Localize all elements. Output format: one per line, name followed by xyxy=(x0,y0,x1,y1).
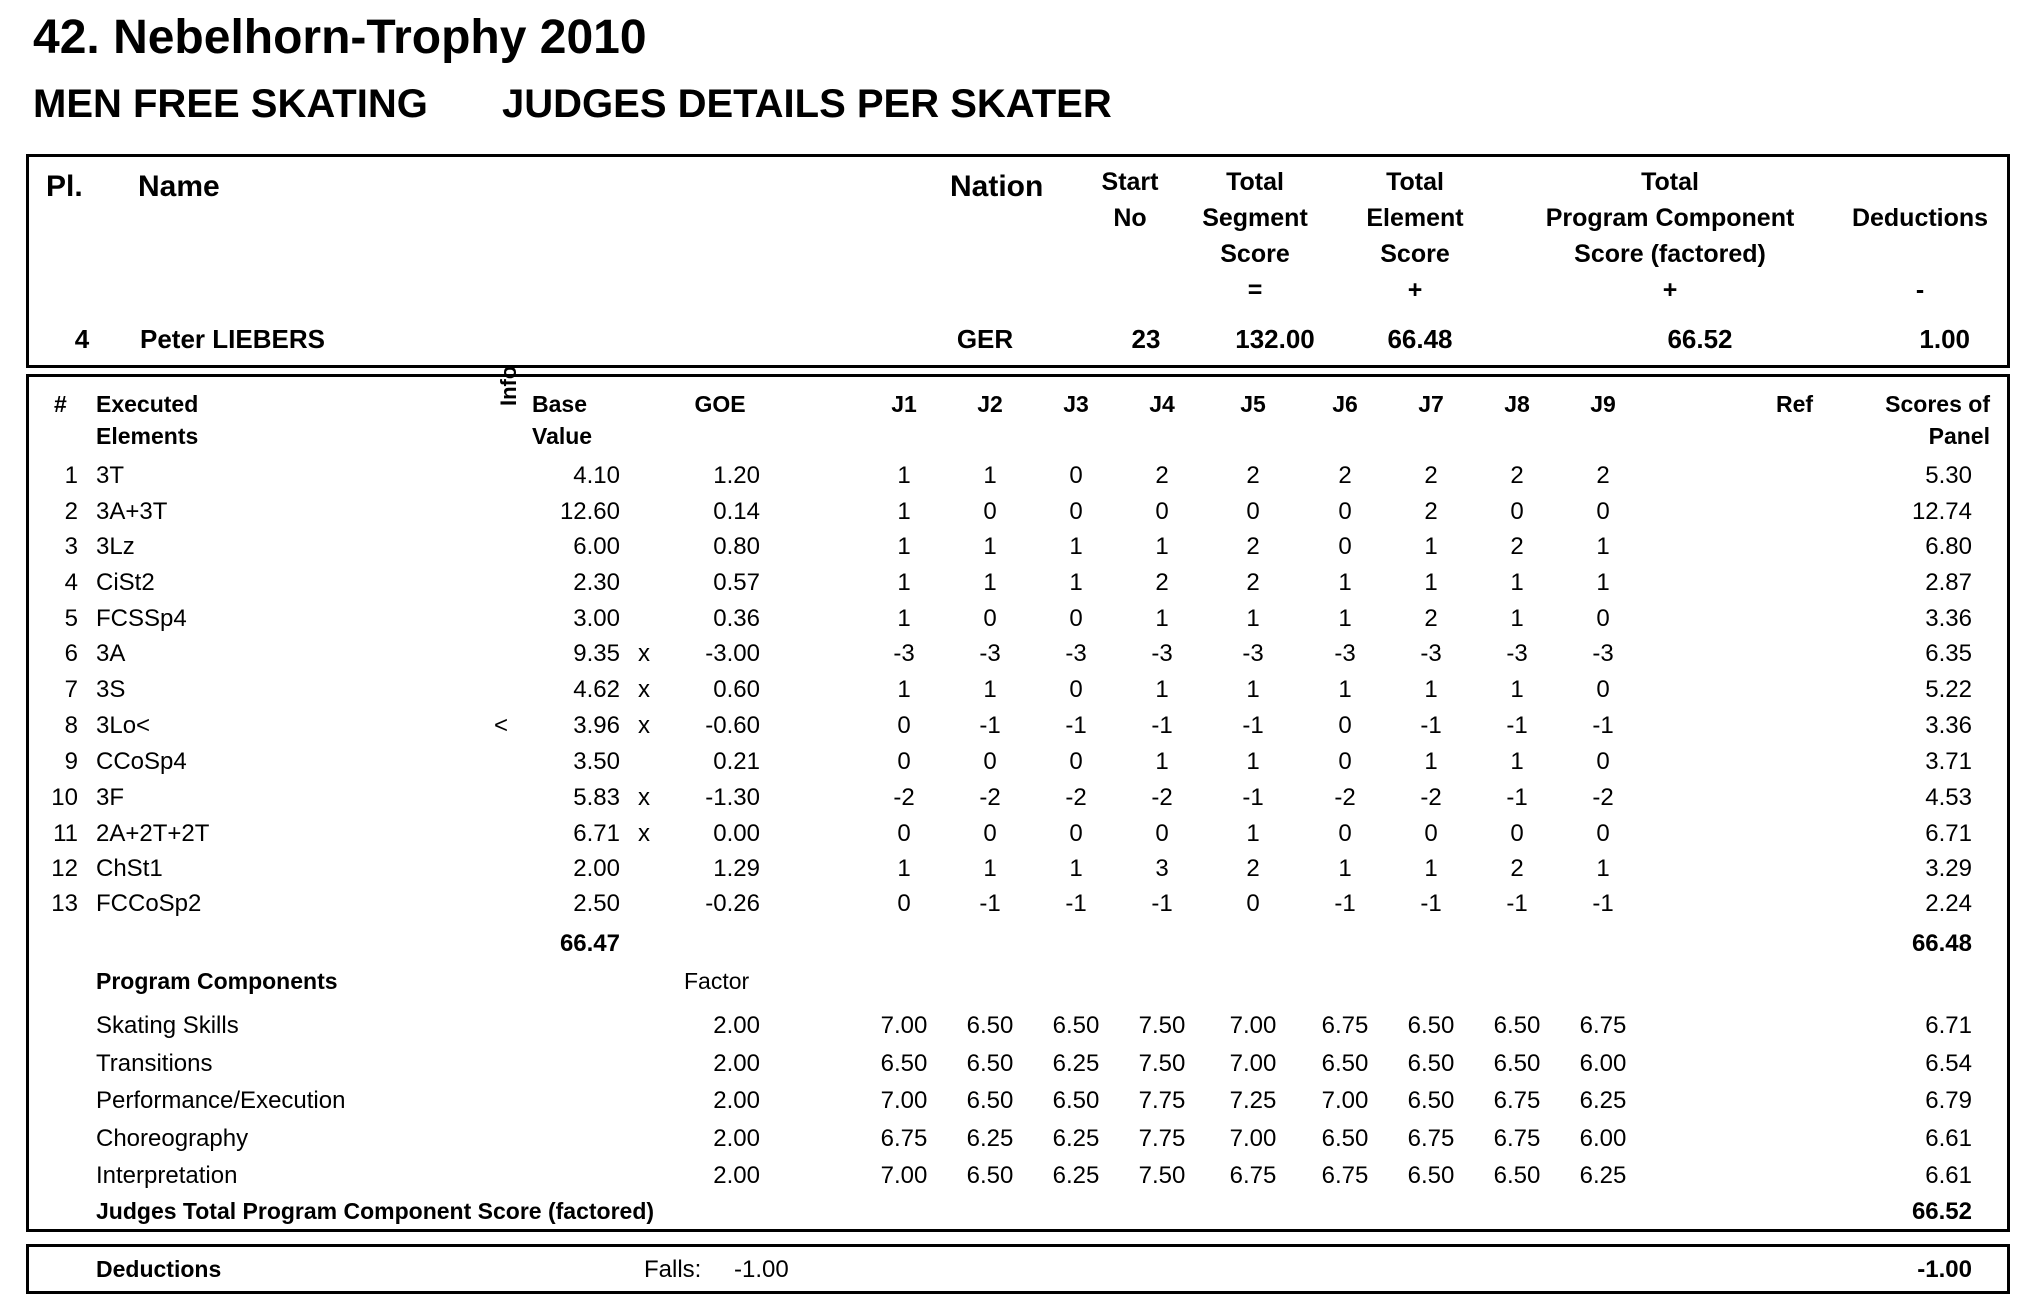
header-judge-9: J9 xyxy=(1590,391,1616,417)
judge-6-goe: -1 xyxy=(1334,890,1356,917)
judge-8-mark: 6.50 xyxy=(1493,1050,1541,1077)
judge-3-mark: 6.25 xyxy=(1052,1125,1100,1152)
judge-1-goe: -3 xyxy=(893,640,915,667)
judge-3-goe: -1 xyxy=(1065,890,1087,917)
element-goe: 0.21 xyxy=(713,748,760,775)
header-name: Name xyxy=(138,170,220,203)
element-panel-score: 3.29 xyxy=(1925,855,1972,882)
judge-7-goe: 1 xyxy=(1424,748,1438,775)
judge-9-goe: 0 xyxy=(1596,820,1610,847)
skater-place: 4 xyxy=(74,324,90,354)
deductions-box xyxy=(26,1244,2010,1294)
judge-8-goe: -3 xyxy=(1506,640,1528,667)
judge-9-goe: 0 xyxy=(1596,748,1610,775)
judge-7-goe: -1 xyxy=(1420,890,1442,917)
judge-7-mark: 6.50 xyxy=(1407,1050,1455,1077)
judge-2-goe: 0 xyxy=(983,748,997,775)
element-name: 3S xyxy=(96,676,126,703)
judge-4-mark: 7.75 xyxy=(1138,1125,1186,1152)
judge-1-mark: 6.75 xyxy=(880,1125,928,1152)
judge-4-goe: 1 xyxy=(1155,605,1169,632)
element-late-bonus: x xyxy=(638,820,650,847)
header-total-element-score: Total Element Score + xyxy=(1366,168,1464,304)
element-name: 2A+2T+2T xyxy=(96,820,210,847)
judge-8-goe: 1 xyxy=(1510,676,1524,703)
judge-7-goe: 1 xyxy=(1424,569,1438,596)
judge-8-goe: 1 xyxy=(1510,569,1524,596)
judge-4-mark: 7.50 xyxy=(1138,1162,1186,1189)
judges-total-pcs-label: Judges Total Program Component Score (factored) xyxy=(96,1198,655,1224)
element-goe: 1.29 xyxy=(713,855,760,882)
element-number: 10 xyxy=(51,784,78,811)
judge-1-mark: 6.50 xyxy=(880,1050,928,1077)
judge-5-goe: 2 xyxy=(1246,569,1260,596)
judge-9-mark: 6.00 xyxy=(1579,1050,1627,1077)
judge-3-goe: -1 xyxy=(1065,712,1087,739)
element-name: 3T xyxy=(96,462,125,489)
judge-6-goe: -2 xyxy=(1334,784,1356,811)
component-panel-score: 6.54 xyxy=(1925,1050,1972,1077)
judge-5-goe: 2 xyxy=(1246,533,1260,560)
header-judge-3: J3 xyxy=(1063,391,1089,417)
judge-4-goe: -3 xyxy=(1151,640,1173,667)
judge-2-goe: 1 xyxy=(983,676,997,703)
header-goe: GOE xyxy=(694,391,746,417)
judge-1-goe: 1 xyxy=(897,462,911,489)
judge-1-goe: 0 xyxy=(897,820,911,847)
judge-3-goe: 0 xyxy=(1069,498,1083,525)
component-factor: 2.00 xyxy=(713,1012,760,1039)
element-base-value: 5.83 xyxy=(573,784,620,811)
judge-6-goe: 1 xyxy=(1338,855,1352,882)
element-goe: 0.36 xyxy=(713,605,760,632)
judge-8-mark: 6.75 xyxy=(1493,1125,1541,1152)
judge-4-goe: -1 xyxy=(1151,712,1173,739)
judge-2-mark: 6.50 xyxy=(966,1012,1014,1039)
judge-2-goe: 0 xyxy=(983,605,997,632)
judge-4-goe: 0 xyxy=(1155,820,1169,847)
judge-3-goe: 0 xyxy=(1069,820,1083,847)
component-name: Skating Skills xyxy=(96,1012,239,1039)
judge-4-goe: 0 xyxy=(1155,498,1169,525)
element-name: 3A+3T xyxy=(96,498,168,525)
judge-4-mark: 7.75 xyxy=(1138,1087,1186,1114)
judge-1-goe: 0 xyxy=(897,748,911,775)
judge-5-mark: 7.00 xyxy=(1229,1050,1277,1077)
element-base-value: 3.50 xyxy=(573,748,620,775)
deductions-label: Deductions xyxy=(96,1256,222,1282)
judge-6-mark: 6.75 xyxy=(1321,1162,1369,1189)
judge-7-goe: 0 xyxy=(1424,820,1438,847)
judge-1-goe: 1 xyxy=(897,569,911,596)
element-name: 3Lz xyxy=(96,533,135,560)
judge-5-goe: -1 xyxy=(1242,784,1264,811)
header-deductions-sign: - xyxy=(1915,276,1925,304)
judge-3-goe: 0 xyxy=(1069,676,1083,703)
judge-7-goe: -3 xyxy=(1420,640,1442,667)
judge-3-goe: -2 xyxy=(1065,784,1087,811)
header-judge-6: J6 xyxy=(1332,391,1358,417)
judge-6-goe: 0 xyxy=(1338,533,1352,560)
element-panel-score: 4.53 xyxy=(1925,784,1972,811)
judge-4-goe: 2 xyxy=(1155,569,1169,596)
judge-1-mark: 7.00 xyxy=(880,1012,928,1039)
judge-7-goe: 2 xyxy=(1424,498,1438,525)
element-panel-score: 6.71 xyxy=(1925,820,1972,847)
judge-1-goe: 1 xyxy=(897,533,911,560)
judge-5-goe: -3 xyxy=(1242,640,1264,667)
judge-5-mark: 7.00 xyxy=(1229,1125,1277,1152)
judge-4-mark: 7.50 xyxy=(1138,1050,1186,1077)
element-number: 8 xyxy=(64,712,78,739)
element-goe: 0.80 xyxy=(713,533,760,560)
judge-3-goe: 0 xyxy=(1069,605,1083,632)
element-number: 4 xyxy=(64,569,78,596)
element-base-value: 2.30 xyxy=(573,569,620,596)
judge-2-goe: 1 xyxy=(983,462,997,489)
element-goe: -0.60 xyxy=(705,712,760,739)
element-goe: 0.14 xyxy=(713,498,760,525)
judge-5-goe: 2 xyxy=(1246,462,1260,489)
judge-9-goe: 2 xyxy=(1596,462,1610,489)
element-number: 1 xyxy=(64,462,78,489)
judge-7-goe: -2 xyxy=(1420,784,1442,811)
element-late-bonus: x xyxy=(638,676,650,703)
judge-6-mark: 6.75 xyxy=(1321,1012,1369,1039)
judge-9-goe: 1 xyxy=(1596,855,1610,882)
skater-total-pcs: 66.52 xyxy=(1667,324,1733,354)
component-factor: 2.00 xyxy=(713,1125,760,1152)
judge-8-goe: 2 xyxy=(1510,462,1524,489)
judge-4-goe: -1 xyxy=(1151,890,1173,917)
judge-7-goe: 1 xyxy=(1424,855,1438,882)
judge-7-goe: 1 xyxy=(1424,533,1438,560)
element-info: < xyxy=(494,712,509,739)
judge-9-goe: 0 xyxy=(1596,676,1610,703)
judge-5-mark: 7.25 xyxy=(1229,1087,1277,1114)
judge-1-goe: -2 xyxy=(893,784,915,811)
judge-2-goe: -1 xyxy=(979,890,1001,917)
judge-3-mark: 6.25 xyxy=(1052,1162,1100,1189)
element-name: 3Lo< xyxy=(96,712,151,739)
judge-1-goe: 0 xyxy=(897,890,911,917)
element-base-value: 12.60 xyxy=(559,498,620,525)
judge-6-mark: 6.50 xyxy=(1321,1050,1369,1077)
judge-1-goe: 1 xyxy=(897,605,911,632)
judge-4-goe: -2 xyxy=(1151,784,1173,811)
judge-5-goe: 1 xyxy=(1246,820,1260,847)
judge-4-goe: 3 xyxy=(1155,855,1169,882)
component-factor: 2.00 xyxy=(713,1087,760,1114)
judge-3-goe: -3 xyxy=(1065,640,1087,667)
judge-9-mark: 6.25 xyxy=(1579,1162,1627,1189)
judge-6-goe: 1 xyxy=(1338,676,1352,703)
judge-8-goe: -1 xyxy=(1506,712,1528,739)
judge-2-goe: 0 xyxy=(983,820,997,847)
element-panel-score: 2.87 xyxy=(1925,569,1972,596)
element-number: 5 xyxy=(64,605,78,632)
judge-1-mark: 7.00 xyxy=(880,1087,928,1114)
judge-7-mark: 6.50 xyxy=(1407,1162,1455,1189)
judge-5-goe: 1 xyxy=(1246,676,1260,703)
element-number: 13 xyxy=(51,890,78,917)
judge-2-goe: -2 xyxy=(979,784,1001,811)
judge-6-goe: -3 xyxy=(1334,640,1356,667)
element-goe: 0.60 xyxy=(713,676,760,703)
header-judge-5: J5 xyxy=(1240,391,1266,417)
judge-8-mark: 6.50 xyxy=(1493,1162,1541,1189)
judge-7-goe: -1 xyxy=(1420,712,1442,739)
element-panel-total: 66.48 xyxy=(1911,930,1972,957)
element-base-value: 2.50 xyxy=(573,890,620,917)
judge-6-goe: 0 xyxy=(1338,498,1352,525)
header-deductions: Deductions xyxy=(1851,204,1989,232)
judge-2-goe: 1 xyxy=(983,533,997,560)
judge-7-mark: 6.50 xyxy=(1407,1087,1455,1114)
element-panel-score: 3.36 xyxy=(1925,712,1972,739)
program-components-label: Program Components xyxy=(96,968,338,994)
judge-1-goe: 1 xyxy=(897,676,911,703)
judge-2-mark: 6.25 xyxy=(966,1125,1014,1152)
factor-label: Factor xyxy=(684,968,750,994)
judge-6-mark: 6.50 xyxy=(1321,1125,1369,1152)
judge-7-mark: 6.50 xyxy=(1407,1012,1455,1039)
header-judge-2: J2 xyxy=(977,391,1003,417)
judge-3-mark: 6.25 xyxy=(1052,1050,1100,1077)
judges-total-pcs: 66.52 xyxy=(1911,1198,1972,1225)
element-goe: -1.30 xyxy=(705,784,760,811)
falls-value: -1.00 xyxy=(734,1256,789,1283)
judge-4-goe: 1 xyxy=(1155,748,1169,775)
element-panel-score: 3.71 xyxy=(1925,748,1972,775)
judge-2-mark: 6.50 xyxy=(966,1050,1014,1077)
element-number: 11 xyxy=(53,820,78,847)
judge-8-goe: 2 xyxy=(1510,533,1524,560)
element-name: FCCoSp2 xyxy=(96,890,202,917)
element-panel-score: 6.35 xyxy=(1925,640,1972,667)
judge-8-mark: 6.75 xyxy=(1493,1087,1541,1114)
judge-8-goe: 0 xyxy=(1510,498,1524,525)
judge-8-goe: 1 xyxy=(1510,748,1524,775)
header-scores-of-panel: Scores of Panel xyxy=(1885,391,1990,449)
judge-4-goe: 1 xyxy=(1155,676,1169,703)
judge-1-mark: 7.00 xyxy=(880,1162,928,1189)
component-panel-score: 6.61 xyxy=(1925,1125,1972,1152)
header-element-number: # xyxy=(54,391,67,417)
element-name: FCSSp4 xyxy=(96,605,187,632)
judge-6-mark: 7.00 xyxy=(1321,1087,1369,1114)
header-judge-4: J4 xyxy=(1149,391,1175,417)
judge-9-goe: 1 xyxy=(1596,533,1610,560)
element-base-value: 3.96 xyxy=(573,712,620,739)
skater-total-element-score: 66.48 xyxy=(1387,324,1453,354)
element-base-value: 4.10 xyxy=(573,462,620,489)
judge-8-goe: 2 xyxy=(1510,855,1524,882)
judge-7-goe: 2 xyxy=(1424,605,1438,632)
judge-9-goe: 0 xyxy=(1596,498,1610,525)
judge-6-goe: 0 xyxy=(1338,820,1352,847)
judge-1-goe: 1 xyxy=(897,498,911,525)
judge-1-goe: 1 xyxy=(897,855,911,882)
header-judge-1: J1 xyxy=(891,391,917,417)
judge-9-goe: -1 xyxy=(1592,890,1614,917)
judge-2-mark: 6.50 xyxy=(966,1087,1014,1114)
element-panel-score: 5.30 xyxy=(1925,462,1972,489)
judge-4-goe: 2 xyxy=(1155,462,1169,489)
report-title: JUDGES DETAILS PER SKATER xyxy=(502,82,1112,126)
element-base-value: 3.00 xyxy=(573,605,620,632)
judge-8-goe: -1 xyxy=(1506,784,1528,811)
judge-9-goe: -3 xyxy=(1592,640,1614,667)
element-number: 2 xyxy=(64,498,78,525)
element-name: CiSt2 xyxy=(96,569,155,596)
judge-2-mark: 6.50 xyxy=(966,1162,1014,1189)
element-goe: 0.57 xyxy=(713,569,760,596)
component-name: Transitions xyxy=(96,1050,213,1077)
judge-2-goe: 1 xyxy=(983,855,997,882)
judge-5-goe: 1 xyxy=(1246,605,1260,632)
element-panel-score: 5.22 xyxy=(1925,676,1972,703)
component-factor: 2.00 xyxy=(713,1050,760,1077)
judge-2-goe: 0 xyxy=(983,498,997,525)
segment-title: MEN FREE SKATING xyxy=(33,82,428,126)
element-goe: 1.20 xyxy=(713,462,760,489)
judge-9-mark: 6.75 xyxy=(1579,1012,1627,1039)
judge-8-goe: 0 xyxy=(1510,820,1524,847)
element-late-bonus: x xyxy=(638,640,650,667)
judge-7-goe: 2 xyxy=(1424,462,1438,489)
skater-name: Peter LIEBERS xyxy=(140,324,325,354)
judge-2-goe: -1 xyxy=(979,712,1001,739)
element-panel-score: 6.80 xyxy=(1925,533,1972,560)
judge-6-goe: 1 xyxy=(1338,605,1352,632)
element-base-value: 4.62 xyxy=(573,676,620,703)
judge-5-goe: 0 xyxy=(1246,890,1260,917)
judge-9-goe: -1 xyxy=(1592,712,1614,739)
judge-8-mark: 6.50 xyxy=(1493,1012,1541,1039)
judge-7-mark: 6.75 xyxy=(1407,1125,1455,1152)
header-total-pcs: Total Program Component Score (factored) + xyxy=(1545,168,1795,304)
component-name: Interpretation xyxy=(96,1162,238,1189)
base-value-total: 66.47 xyxy=(559,930,620,957)
element-panel-score: 12.74 xyxy=(1911,498,1972,525)
deductions-total: -1.00 xyxy=(1917,1256,1972,1283)
skater-nation: GER xyxy=(956,324,1014,354)
judge-9-mark: 6.00 xyxy=(1579,1125,1627,1152)
element-base-value: 2.00 xyxy=(573,855,620,882)
falls-label: Falls: xyxy=(644,1256,702,1283)
component-panel-score: 6.79 xyxy=(1925,1087,1972,1114)
element-base-value: 9.35 xyxy=(573,640,620,667)
skater-deductions: 1.00 xyxy=(1919,324,1970,354)
judge-5-mark: 7.00 xyxy=(1229,1012,1277,1039)
element-name: ChSt1 xyxy=(96,855,163,882)
judge-4-mark: 7.50 xyxy=(1138,1012,1186,1039)
judge-6-goe: 1 xyxy=(1338,569,1352,596)
judge-9-goe: 0 xyxy=(1596,605,1610,632)
component-factor: 2.00 xyxy=(713,1162,760,1189)
header-judge-7: J7 xyxy=(1418,391,1444,417)
judge-3-goe: 0 xyxy=(1069,462,1083,489)
judge-8-goe: 1 xyxy=(1510,605,1524,632)
element-goe: -3.00 xyxy=(705,640,760,667)
element-goe: 0.00 xyxy=(713,820,760,847)
component-name: Performance/Execution xyxy=(96,1087,346,1114)
component-name: Choreography xyxy=(96,1125,249,1152)
element-number: 6 xyxy=(64,640,78,667)
judge-7-goe: 1 xyxy=(1424,676,1438,703)
header-place: Pl. xyxy=(46,170,83,203)
judge-3-mark: 6.50 xyxy=(1052,1087,1100,1114)
header-judge-8: J8 xyxy=(1504,391,1530,417)
element-panel-score: 2.24 xyxy=(1925,890,1972,917)
skater-start-no: 23 xyxy=(1131,324,1161,354)
element-late-bonus: x xyxy=(638,712,650,739)
element-base-value: 6.71 xyxy=(573,820,620,847)
judge-9-goe: -2 xyxy=(1592,784,1614,811)
judge-3-goe: 1 xyxy=(1069,569,1083,596)
judge-3-goe: 1 xyxy=(1069,533,1083,560)
element-number: 9 xyxy=(64,748,78,775)
judge-6-goe: 2 xyxy=(1338,462,1352,489)
judge-3-mark: 6.50 xyxy=(1052,1012,1100,1039)
judge-8-goe: -1 xyxy=(1506,890,1528,917)
judge-2-goe: 1 xyxy=(983,569,997,596)
element-name: CCoSp4 xyxy=(96,748,187,775)
judge-3-goe: 1 xyxy=(1069,855,1083,882)
component-panel-score: 6.61 xyxy=(1925,1162,1972,1189)
judge-6-goe: 0 xyxy=(1338,712,1352,739)
header-total-segment-score: Total Segment Score = xyxy=(1202,168,1308,304)
judge-5-goe: 2 xyxy=(1246,855,1260,882)
judge-9-mark: 6.25 xyxy=(1579,1087,1627,1114)
header-executed-elements: Executed Elements xyxy=(96,391,199,449)
header-start-no: Start No xyxy=(1101,168,1159,232)
judge-5-goe: 1 xyxy=(1246,748,1260,775)
judge-5-mark: 6.75 xyxy=(1229,1162,1277,1189)
component-panel-score: 6.71 xyxy=(1925,1012,1972,1039)
judge-3-goe: 0 xyxy=(1069,748,1083,775)
judge-2-goe: -3 xyxy=(979,640,1001,667)
element-number: 7 xyxy=(64,676,78,703)
element-number: 12 xyxy=(51,855,78,882)
judge-5-goe: 0 xyxy=(1246,498,1260,525)
element-panel-score: 3.36 xyxy=(1925,605,1972,632)
element-name: 3F xyxy=(96,784,125,811)
judge-4-goe: 1 xyxy=(1155,533,1169,560)
element-base-value: 6.00 xyxy=(573,533,620,560)
page-title: 42. Nebelhorn-Trophy 2010 xyxy=(33,11,647,64)
skater-total-segment-score: 132.00 xyxy=(1235,324,1315,354)
element-goe: -0.26 xyxy=(705,890,760,917)
judge-6-goe: 0 xyxy=(1338,748,1352,775)
element-name: 3A xyxy=(96,640,126,667)
header-base-value: Base Value xyxy=(532,391,593,449)
header-nation: Nation xyxy=(950,170,1044,203)
judge-9-goe: 1 xyxy=(1596,569,1610,596)
element-number: 3 xyxy=(64,533,78,560)
header-info: Info xyxy=(496,365,521,406)
judge-5-goe: -1 xyxy=(1242,712,1264,739)
judge-1-goe: 0 xyxy=(897,712,911,739)
element-late-bonus: x xyxy=(638,784,650,811)
header-ref: Ref xyxy=(1776,391,1814,417)
